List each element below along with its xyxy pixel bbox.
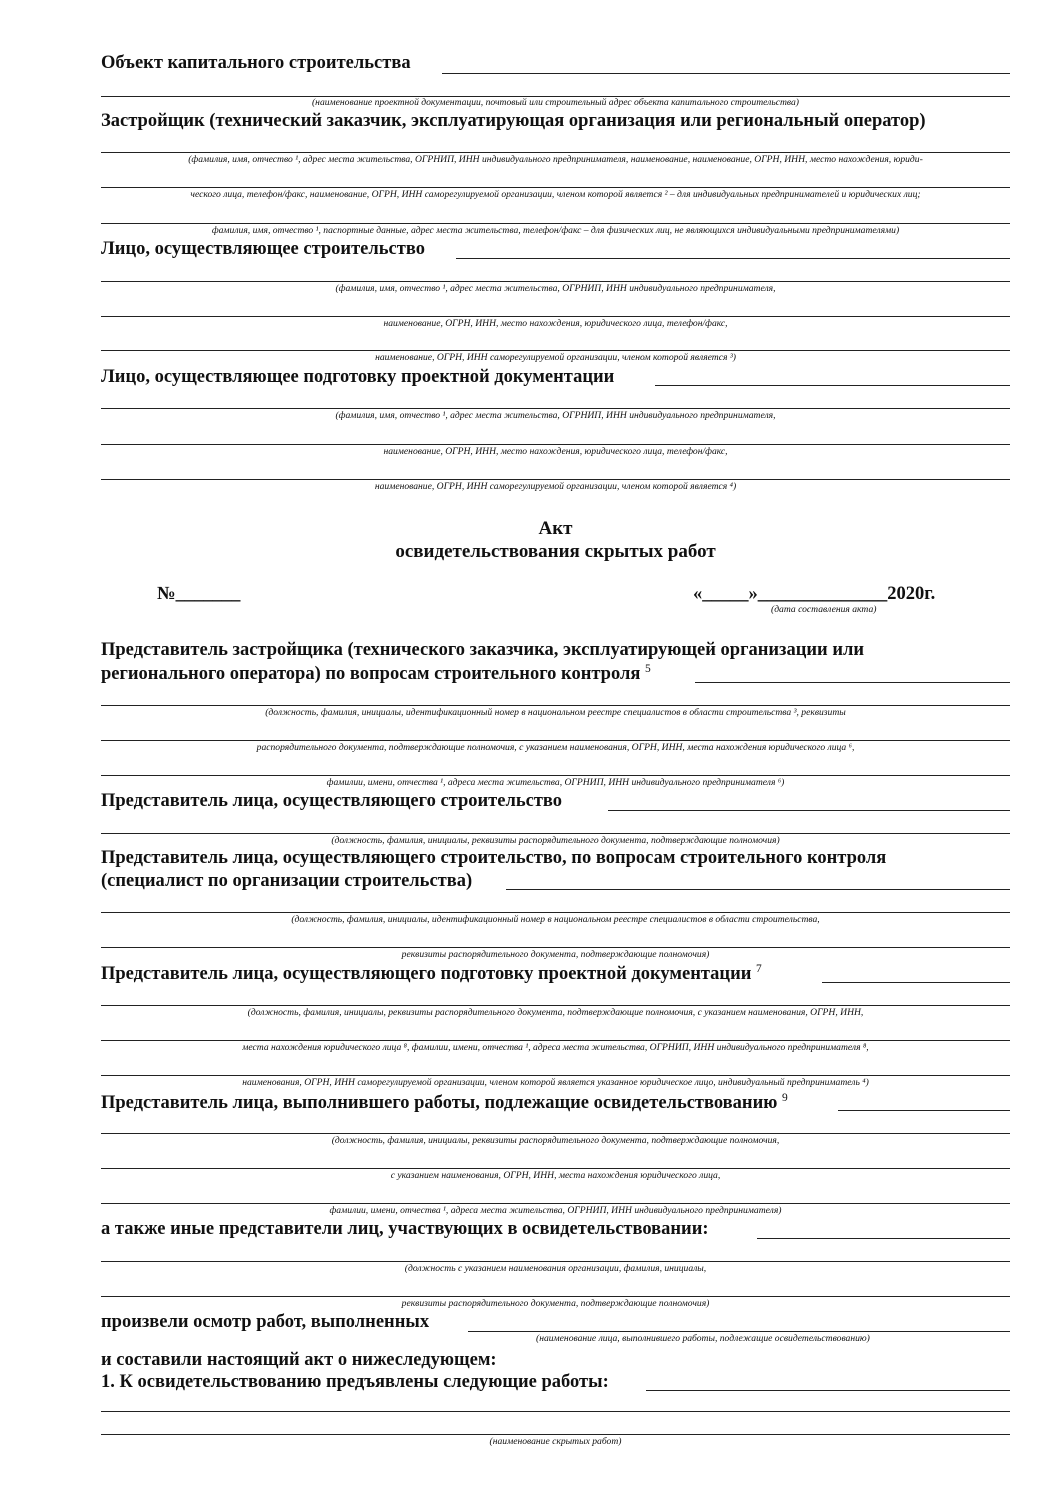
developer-label: Застройщик (технический заказчик, эксплуатирующая организация или региональный оператор)	[101, 111, 926, 131]
rep-developer-field-3[interactable]	[101, 740, 1010, 741]
rep-developer-field-1[interactable]	[695, 682, 1010, 683]
developer-caption-1: (фамилия, имя, отчество ¹, адрес места жительства, ОГРНИП, ИНН индивидуального предпринимателя, наименование, наименование, ОГРН, ИНН, место нахождения, юриди-	[188, 154, 923, 165]
rep-designer-caption-2: места нахождения юридического лица ⁸, фамилии, имени, отчества ¹, адреса места жительства, ОГРНИП, ИНН индивидуального предпринимателя ⁸,	[242, 1042, 869, 1053]
rep-designer-caption-3: наименования, ОГРН, ИНН саморегулируемой организации, членом которой является указанное юридическое лицо, индивидуальный предприниматель ⁴)	[242, 1077, 869, 1088]
developer-field-1[interactable]	[101, 152, 1010, 153]
act-date-field[interactable]: «_____»______________2020г.	[693, 584, 936, 604]
builder-caption-2: наименование, ОГРН, ИНН, место нахождения, юридического лица, телефон/факс,	[383, 318, 728, 329]
builder-caption-3: наименование, ОГРН, ИНН саморегулируемой организации, членом которой является ³)	[375, 352, 736, 363]
rep-executor-field-3[interactable]	[101, 1168, 1010, 1169]
designer-field-1[interactable]	[655, 385, 1010, 386]
rep-executor-caption-1: (должность, фамилия, инициалы, реквизиты распорядительного документа, подтверждающие полномочия,	[331, 1135, 780, 1146]
builder-field-2[interactable]	[101, 281, 1010, 282]
rep-builder-field-1[interactable]	[608, 810, 1010, 811]
rep-builder-control-field-1[interactable]	[506, 889, 1010, 890]
rep-developer-label-1: Представитель застройщика (технического заказчика, эксплуатирующей организации или	[101, 640, 865, 660]
developer-caption-2: ческого лица, телефон/факс, наименование, ОГРН, ИНН саморегулируемой организации, членом которой является ² – для индивидуальных предпринимателей и юридических лиц;	[190, 189, 921, 200]
rep-developer-label-2: регионального оператора) по вопросам строительного контроля $^5$	[101, 663, 651, 685]
builder-field-3[interactable]	[101, 316, 1010, 317]
developer-caption-3: фамилия, имя, отчество ¹, паспортные данные, адрес места жительства, телефон/факс – для физических лиц, не являющихся индивидуальными предпринимателями)	[211, 225, 900, 236]
inspected-field[interactable]	[468, 1331, 1010, 1332]
compiled-label: и составили настоящий акт о нижеследующем:	[101, 1350, 497, 1370]
designer-field-2[interactable]	[101, 408, 1010, 409]
rep-designer-caption-1: (должность, фамилия, инициалы, реквизиты распорядительного документа, подтверждающие полномочия, с указанием наименования, ОГРН, ИНН,	[247, 1007, 864, 1018]
designer-caption-1: (фамилия, имя, отчество ¹, адрес места жительства, ОГРНИП, ИНН индивидуального предпринимателя,	[335, 410, 776, 421]
object-label: Объект капитального строительства	[101, 53, 411, 73]
inspected-caption: (наименование лица, выполнившего работы, подлежащие освидетельствованию)	[536, 1333, 870, 1344]
others-field-1[interactable]	[757, 1238, 1010, 1239]
rep-builder-control-field-3[interactable]	[101, 947, 1010, 948]
builder-field-4[interactable]	[101, 350, 1010, 351]
rep-builder-control-label-1: Представитель лица, осуществляющего строительство, по вопросам строительного контроля	[101, 848, 887, 868]
rep-developer-caption-1: (должность, фамилия, инициалы, идентификационный номер в национальном реестре специалистов в области строительства ³, реквизиты	[265, 707, 846, 718]
designer-caption-3: наименование, ОГРН, ИНН саморегулируемой организации, членом которой является ⁴)	[374, 481, 737, 492]
object-caption: (наименование проектной документации, почтовый или строительный адрес объекта капитального строительства)	[311, 97, 800, 108]
rep-developer-field-2[interactable]	[101, 705, 1010, 706]
works-field-3[interactable]	[101, 1434, 1010, 1435]
rep-developer-caption-3: фамилии, имени, отчества ¹, адреса места жительства, ОГРНИП, ИНН индивидуального предпринимателя ⁶)	[326, 777, 785, 788]
others-label: а также иные представители лиц, участвующих в освидетельствовании:	[101, 1219, 709, 1239]
works-field-1[interactable]	[646, 1390, 1010, 1391]
works-field-2[interactable]	[101, 1411, 1010, 1412]
rep-builder-control-field-2[interactable]	[101, 912, 1010, 913]
rep-designer-field-4[interactable]	[101, 1075, 1010, 1076]
rep-builder-control-caption-2: реквизиты распорядительного документа, подтверждающие полномочия)	[401, 949, 710, 960]
builder-field-1[interactable]	[456, 258, 1010, 259]
rep-designer-field-2[interactable]	[101, 1005, 1010, 1006]
builder-caption-1: (фамилия, имя, отчество ¹, адрес места жительства, ОГРНИП, ИНН индивидуального предпринимателя,	[335, 283, 776, 294]
rep-developer-field-4[interactable]	[101, 775, 1010, 776]
act-number-field[interactable]: №_______	[157, 584, 241, 604]
rep-builder-caption: (должность, фамилия, инициалы, реквизиты распорядительного документа, подтверждающие полномочия)	[331, 835, 780, 846]
item1-label: 1. К освидетельствованию предъявлены следующие работы:	[101, 1372, 609, 1392]
act-date-caption: (дата составления акта)	[771, 604, 877, 615]
object-field[interactable]	[442, 73, 1010, 74]
developer-field-3[interactable]	[101, 223, 1010, 224]
rep-designer-field-3[interactable]	[101, 1040, 1010, 1041]
rep-builder-control-caption-1: (должность, фамилия, инициалы, идентификационный номер в национальном реестре специалистов в области строительства,	[291, 914, 820, 925]
others-field-2[interactable]	[101, 1261, 1010, 1262]
designer-caption-2: наименование, ОГРН, ИНН, место нахождения, юридического лица, телефон/факс,	[383, 446, 728, 457]
developer-field-2[interactable]	[101, 187, 1010, 188]
designer-field-3[interactable]	[101, 444, 1010, 445]
rep-builder-field-2[interactable]	[101, 833, 1010, 834]
designer-label: Лицо, осуществляющее подготовку проектной документации	[101, 367, 615, 387]
inspected-label: произвели осмотр работ, выполненных	[101, 1312, 430, 1332]
act-title: Акт	[538, 518, 573, 539]
rep-executor-field-1[interactable]	[838, 1110, 1010, 1111]
designer-field-4[interactable]	[101, 479, 1010, 480]
rep-executor-label: Представитель лица, выполнившего работы, подлежащие освидетельствованию $^9$	[101, 1092, 788, 1114]
rep-developer-caption-2: распорядительного документа, подтверждающие полномочия, с указанием наименования, ОГРН, ИНН, места нахождения юридического лица ⁶,	[256, 742, 855, 753]
works-caption: (наименование скрытых работ)	[489, 1436, 622, 1447]
rep-designer-label: Представитель лица, осуществляющего подготовку проектной документации $^7$	[101, 963, 762, 985]
rep-builder-label: Представитель лица, осуществляющего строительство	[101, 791, 563, 811]
rep-executor-caption-3: фамилии, имени, отчества ¹, адреса места жительства, ОГРНИП, ИНН индивидуального предпринимателя)	[329, 1205, 782, 1216]
builder-label: Лицо, осуществляющее строительство	[101, 239, 425, 259]
others-caption-1: (должность с указанием наименования организации, фамилия, инициалы,	[404, 1263, 707, 1274]
act-subtitle: освидетельствования скрытых работ	[395, 541, 716, 562]
rep-builder-control-label-2: (специалист по организации строительства)	[101, 871, 473, 891]
others-field-3[interactable]	[101, 1296, 1010, 1297]
rep-designer-field-1[interactable]	[822, 982, 1010, 983]
rep-executor-caption-2: с указанием наименования, ОГРН, ИНН, места нахождения юридического лица,	[390, 1170, 721, 1181]
rep-executor-field-2[interactable]	[101, 1133, 1010, 1134]
others-caption-2: реквизиты распорядительного документа, подтверждающие полномочия)	[401, 1298, 710, 1309]
rep-executor-field-4[interactable]	[101, 1203, 1010, 1204]
